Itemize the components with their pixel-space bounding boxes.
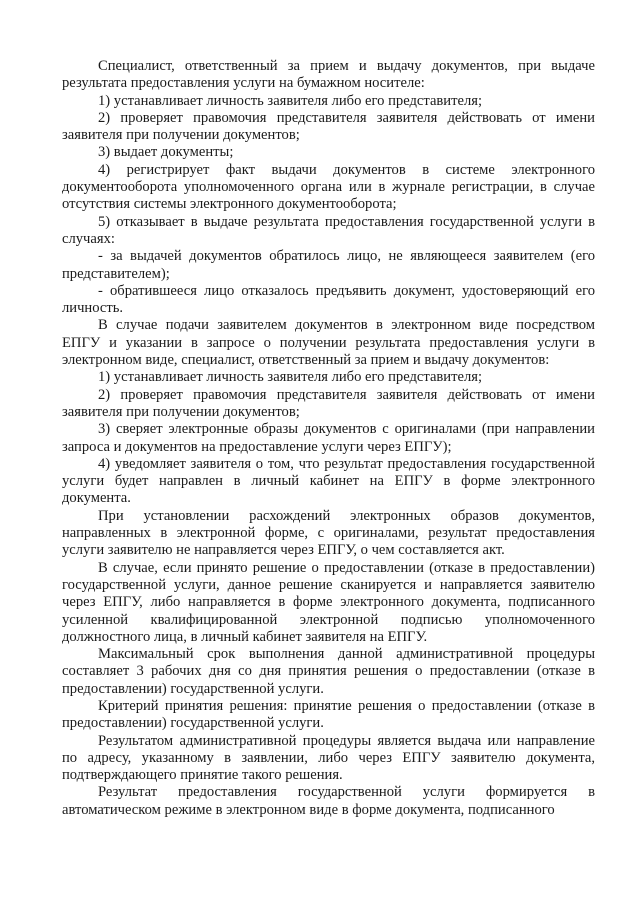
document-body bbox=[62, 58, 595, 819]
paragraph: Результатом административной процедуры является выдача или направление по адресу, указанному в заявлении, либо через ЕПГУ заявителю документа, подтверждающего принятие такого решения. bbox=[62, 732, 595, 784]
paragraph: Результат предоставления государственной услуги формируется в автоматическом режиме в электронном виде в форме документа, подписанного bbox=[62, 784, 595, 818]
list-item: 2) проверяет правомочия представителя заявителя действовать от имени заявителя при получении документов; bbox=[62, 386, 595, 420]
paragraph: При установлении расхождений электронных образов документов, направленных в электронной форме, с оригиналами, результат предоставления услуги заявителю не направляется через ЕПГУ, о чем составляется акт. bbox=[62, 507, 595, 559]
list-item: - обратившееся лицо отказалось предъявить документ, удостоверяющий его личность. bbox=[62, 282, 595, 317]
list-item: 1) устанавливает личность заявителя либо его представителя; bbox=[98, 369, 483, 386]
list-item: 1) устанавливает личность заявителя либо его представителя; bbox=[98, 92, 483, 109]
list-item: 3) сверяет электронные образы документов с оригиналами (при направлении запроса и документов на предоставление услуги через ЕПГУ); bbox=[62, 421, 595, 455]
paragraph: В случае подачи заявителем документов в электронном виде посредством ЕПГУ и указании в запросе о получении результата предоставления услуги в электронном виде, специалист, ответственный за прием и выдачу документов: bbox=[62, 317, 595, 369]
list-item: 2) проверяет правомочия представителя заявителя действовать от имени заявителя при получении документов; bbox=[62, 109, 595, 144]
list-item: - за выдачей документов обратилось лицо, не являющееся заявителем (его представителем); bbox=[62, 248, 595, 282]
list-item: 5) отказывает в выдаче результата предоставления государственной услуги в случаях: bbox=[62, 213, 595, 247]
paragraph: Критерий принятия решения: принятие решения о предоставлении (отказе в предоставлении) государственной услуги. bbox=[62, 697, 595, 732]
list-item: 4) уведомляет заявителя о том, что результат предоставления государственной услуги будет направлен в личный кабинет на ЕПГУ в форме электронного документа. bbox=[62, 455, 595, 507]
paragraph: Специалист, ответственный за прием и выдачу документов, при выдаче результата предоставления услуги на бумажном носителе: bbox=[62, 58, 595, 92]
list-item: 3) выдает документы; bbox=[98, 144, 234, 161]
paragraph: Максимальный срок выполнения данной административной процедуры составляет 3 рабочих дня со дня принятия решения о предоставлении (отказе в предоставлении) государственной услуги. bbox=[62, 646, 595, 697]
list-item: 4) регистрирует факт выдачи документов в системе электронного документооборота уполномоченного органа или в журнале регистрации, в случае отсутствия системы электронного документооборота; bbox=[62, 161, 595, 213]
paragraph: В случае, если принято решение о предоставлении (отказе в предоставлении) государственной услуги, данное решение сканируется и направляется заявителю через ЕПГУ, либо направляется в форме электронного документа, подписанного усиленной квалифицированной электронной подписью уполномоченного должностного лица, в личный кабинет заявителя на ЕПГУ. bbox=[62, 559, 595, 645]
